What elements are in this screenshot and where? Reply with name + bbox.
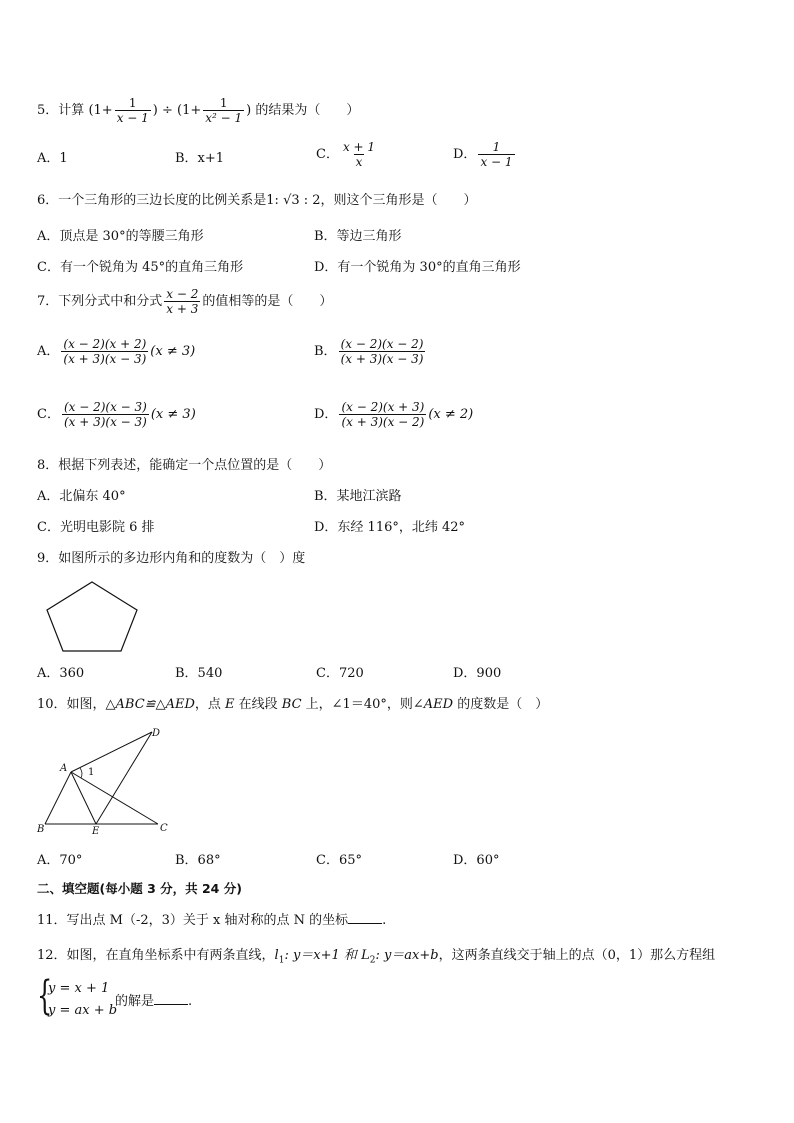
- q8-option-a: A．北偏东 40°: [37, 489, 126, 504]
- q10-stem: 10．如图，△ABC≌△AED，点 E 在线段 BC 上，∠1＝40°，则∠AED 的度数是（ ）: [37, 697, 549, 712]
- q8-option-b: B．某地江滨路: [314, 489, 402, 504]
- answer-blank[interactable]: [348, 911, 382, 924]
- pentagon-shape: [47, 582, 137, 651]
- label-d: D: [152, 728, 161, 739]
- q6-option-a: A．顶点是 30°的等腰三角形: [37, 229, 204, 244]
- pentagon-figure: [44, 580, 140, 654]
- q6-stem: 6．一个三角形的三边长度的比例关系是1: √3 : 2，则这个三角形是（ ）: [37, 193, 477, 208]
- q5-stem: 5．计算 (1+ $\frac{1}{x - 1}$ ) ÷ (1+ $\frac{1}{\text{x² − 1}}$ ) 的结果为（ ）: [37, 96, 360, 125]
- q5-frac1: $\frac{1}{x - 1}$: [116, 96, 149, 125]
- q7-stem: 7．下列分式中和分式 $\frac{x - 2}{x + 3}$ 的值相等的是（ ）: [37, 287, 333, 316]
- q12-stem: 12．如图，在直角坐标系中有两条直线，$l_1$: y＝x+1 和 $L_2$: y＝ax+b，这两条直线交于轴上的点（0，1）那么方程组: [37, 948, 716, 966]
- angle-1-arc: [80, 768, 82, 778]
- triangle-figure: [34, 726, 174, 836]
- q5-option-b: B．x+1: [175, 151, 225, 166]
- label-angle-1: 1: [88, 767, 95, 778]
- equation-2: y = ax + b: [48, 1003, 118, 1018]
- label-e: E: [92, 826, 100, 836]
- segment-ab: [45, 772, 71, 824]
- equation-1: y = x + 1: [48, 981, 110, 996]
- brace-icon: {: [37, 973, 53, 1019]
- q10-option-a: A．70°: [37, 853, 83, 868]
- q10-option-d: D．60°: [453, 853, 500, 868]
- q8-stem: 8．根据下列表述，能确定一个点位置的是（ ）: [37, 458, 332, 473]
- q10-option-b: B．68°: [175, 853, 221, 868]
- q7-option-a: A． $\frac{(x - 2)(x + 2)}{(x + 3)(x - 3)}$ (x ≠ 3): [37, 337, 196, 366]
- equation-system: [37, 973, 237, 1024]
- q5-frac2: $\frac{1}{\text{x² − 1}}$: [205, 96, 243, 125]
- q5-option-d: D． $\frac{1}{x - 1}$: [453, 140, 513, 169]
- q9-option-a: A．360: [37, 666, 85, 681]
- q8-option-d: D．东经 116°，北纬 42°: [314, 520, 466, 535]
- q9-option-d: D．900: [453, 666, 502, 681]
- q6-option-d: D．有一个锐角为 30°的直角三角形: [314, 260, 521, 275]
- q10-option-c: C．65°: [316, 853, 362, 868]
- q7-option-c: C． $\frac{(x - 2)(x - 3)}{(x + 3)(x - 3)}$ (x ≠ 3): [37, 400, 196, 429]
- q5-option-a: A．1: [37, 151, 68, 166]
- section-heading: 二、填空题(每小题 3 分，共 24 分): [37, 881, 242, 896]
- q7-option-b: B． $\frac{(x - 2)(x - 2)}{(x + 3)(x - 3)}$: [314, 337, 424, 366]
- q5-option-c: C． $\frac{x + 1}{x}$: [316, 140, 376, 169]
- q12-tail: 的解是 .: [115, 994, 193, 1009]
- q9-option-b: B．540: [175, 666, 223, 681]
- q11-stem: 11．写出点 M（-2，3）关于 x 轴对称的点 N 的坐标 .: [37, 913, 387, 928]
- answer-blank-12[interactable]: [154, 992, 188, 1005]
- label-a: A: [60, 763, 68, 774]
- q9-option-c: C．720: [316, 666, 364, 681]
- q6-option-c: C．有一个锐角为 45°的直角三角形: [37, 260, 244, 275]
- label-b: B: [37, 824, 45, 835]
- q7-option-d: D． $\frac{(x - 2)(x + 3)}{(x + 3)(x - 2)}$ (x ≠ 2): [314, 400, 474, 429]
- label-c: C: [160, 823, 168, 834]
- q6-option-b: B．等边三角形: [314, 229, 402, 244]
- q8-option-c: C．光明电影院 6 排: [37, 520, 155, 535]
- q9-stem: 9．如图所示的多边形内角和的度数为（ ）度: [37, 551, 306, 566]
